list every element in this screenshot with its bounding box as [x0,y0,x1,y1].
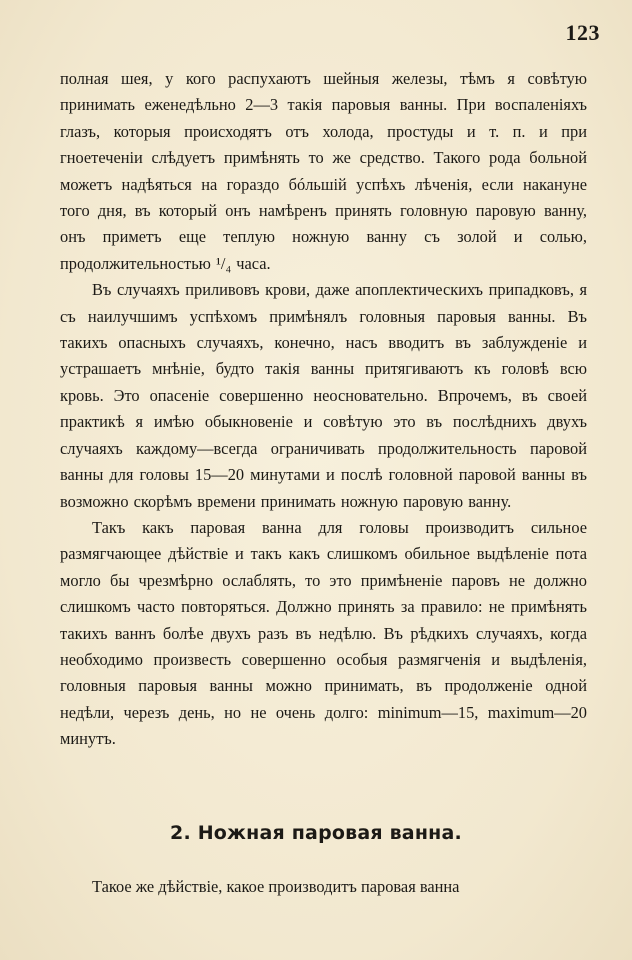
paragraph-2: Въ случаяхъ приливовъ крови, даже апоплектическихъ припадковъ, я съ наилучшимъ успѣхомъ примѣнялъ головныя паровыя ванны. Въ такихъ опасныхъ случаяхъ, конечно, насъ вводитъ въ заблужденіе и устрашаетъ мнѣніе, будто такія ванны притягиваютъ къ головѣ всю кровь. Это опасеніе совершенно неосновательно. Впрочемъ, въ своей практикѣ я имѣю обыкновеніе и совѣтую это въ послѣднихъ двухъ случаяхъ каждому—всегда ограничивать продолжительность паровой ванны для головы 15—20 минутами и послѣ головной паровой ванны въ возможно скорѣмъ времени принимать ножную паровую ванну. [60,280,587,511]
paragraph-4-start: Такое же дѣйствіе, какое производитъ паровая ванна [92,877,460,896]
paragraph-3: Такъ какъ паровая ванна для головы производитъ сильное размягчающее дѣйствіе и такъ какъ слишкомъ обильное выдѣленіе пота могло бы чрезмѣрно ослаблять, то это примѣненіе паровъ не должно слишкомъ часто повторяться. Должно принять за правило: не примѣнять такихъ ваннъ болѣе двухъ разъ въ недѣлю. Въ рѣдкихъ случаяхъ, когда необходимо произвесть совершенно особыя размягченія и выдѣленія, головныя паровыя ванны можно принимать, въ продолженіе одной недѣли, черезъ день, но не очень долго: minimum—15, maximum—20 минутъ. [60,517,587,749]
body-text [60,66,587,753]
page-number: 123 [565,20,600,45]
paragraph-1: полная шея, у кого распухаютъ шейныя железы, тѣмъ я совѣтую принимать еженедѣльно 2—3 такія паровыя ванны. При воспаленіяхъ глазъ, которыя происходятъ отъ холода, простуды и т. п. и при гноетеченіи слѣдуетъ примѣнять то же средство. Такого рода больной можетъ надѣяться на гораздо бóльшій успѣхъ лѣченія, если накануне того дня, въ который онъ намѣренъ принять головную паровую ванну, онъ приметъ еще теплую ножную ванну съ золой и солью, продолжительностью ¹/₄ часа. [60,69,587,273]
section-heading: 2. Ножная паровая ванна. [170,822,462,844]
